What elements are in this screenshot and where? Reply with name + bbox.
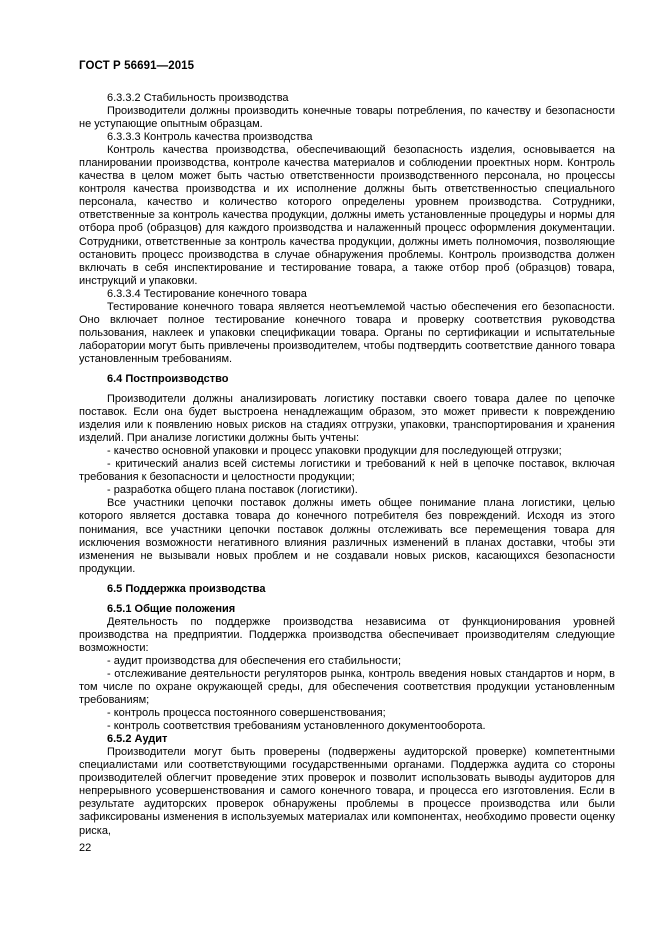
list-item: - критический анализ всей системы логистики и требований к ней в цепочке поставок, включая требования к безопасности и целостности продукции;	[79, 458, 615, 484]
list-item: - отслеживание деятельности регуляторов рынка, контроль введения новых стандартов и норм, в том числе по охране окружающей среды, для обеспечения соответствия продукции установленным требованиям;	[79, 667, 615, 707]
list-item: - аудит производства для обеспечения его стабильности;	[107, 654, 402, 667]
subsection-heading-6-5-2: 6.5.2 Аудит	[107, 733, 168, 746]
paragraph: Тестирование конечного товара является неотъемлемой частью обеспечения его безопасности. Оно включает полное тестирование конечного товара и проверку соответствия руководства пользования, наклеек и упаковки спецификации товара. Органы по сертификации и испытательные лаборатории могут быть привлечены производителем, чтобы подтвердить соответствие данного товара установленным требованиям.	[79, 300, 615, 365]
list-item: - качество основной упаковки и процесс упаковки продукции для последующей отгрузки;	[107, 445, 562, 458]
standard-code-header: ГОСТ Р 56691—2015	[79, 60, 195, 72]
paragraph: Производители должны производить конечные товары потребления, по качеству и безопасности не уступающие опытным образцам.	[79, 105, 615, 131]
section-heading-6-4: 6.4 Постпроизводство	[107, 372, 229, 385]
list-item: - разработка общего плана поставок (логистики).	[107, 484, 358, 497]
paragraph: Все участники цепочки поставок должны иметь общее понимание плана логистики, целью которого является доставка товара до конечного потребителя без повреждений. Исходя из этого понимания, все участники цепочки поставок должны отслеживать все перемещения товара для исключения возможности негативного влияния различных изменений в планах доставки, чтобы эти изменения не вызывали новых проблем и не создавали новых рисков, касающихся безопасности продукции.	[79, 497, 615, 575]
subsection-heading-6-5-1: 6.5.1 Общие положения	[107, 602, 236, 615]
paragraph: Контроль качества производства, обеспечивающий безопасность изделия, основывается на планировании производства, контроле качества материалов и соблюдении проектных норм. Контроль качества в целом может быть частью ответственности производственного персонала, но процессы контроля качества производства и их исполнение должны быть ответственностью специального персонала, качество и количество которого определены уровнем производства. Сотрудники, ответственные за контроль качества продукции, должны иметь установленные процедуры и нормы для отбора проб (образцов) для каждого производства и налаженный процесс оформления документации. Сотрудники, ответственные за контроль качества продукции, должны иметь полномочия, позволяющие остановить процесс производства в случае обнаружения проблемы. Контроль производства должен включать в себя инспектирование и тестирование товара, а также отбор проб (образцов) товара, инструкций и упаковки.	[79, 144, 615, 287]
subsection-heading-6-3-3-2: 6.3.3.2 Стабильность производства	[107, 92, 289, 104]
section-heading-6-5: 6.5 Поддержка производства	[107, 582, 266, 595]
subsection-heading-6-3-3-4: 6.3.3.4 Тестирование конечного товара	[107, 287, 307, 300]
page-number: 22	[79, 842, 92, 854]
document-body	[79, 92, 615, 838]
list-item: - контроль процесса постоянного совершенствования;	[107, 707, 386, 720]
paragraph: Деятельность по поддержке производства независима от функционирования уровней производства на предприятии. Поддержка производства обеспечивает производителям следующие возможности:	[79, 615, 615, 654]
subsection-heading-6-3-3-3: 6.3.3.3 Контроль качества производства	[107, 131, 313, 144]
paragraph: Производители должны анализировать логистику поставки своего товара далее по цепочке поставок. Если она будет выстроена ненадлежащим образом, это может привести к повреждению изделия или к появлению новых рисков на стадиях отгрузки, упаковки, транспортирования и хранения изделий. При анализе логистики должны быть учтены:	[79, 393, 615, 445]
paragraph: Производители могут быть проверены (подвержены аудиторской проверке) компетентными специалистами или соответствующими государственными органами. Поддержка аудита со стороны производителей облегчит проведение этих проверок и позволит использовать выводы аудиторов для непрерывного усовершенствования и самого конечного товара, и процесса его изготовления. Если в результате аудиторских проверок обнаружены проблемы в процессе производства или были зафиксированы изменения в используемых материалах или компонентах, необходимо провести оценку риска,	[79, 746, 615, 837]
list-item: - контроль соответствия требованиям установленного документооборота.	[107, 720, 486, 733]
